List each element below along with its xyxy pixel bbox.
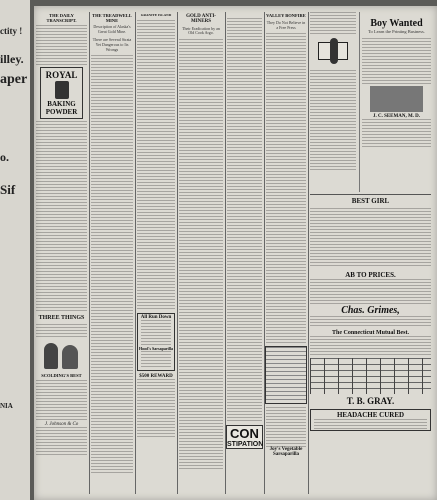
text-block	[227, 378, 262, 422]
column-6	[264, 12, 309, 494]
text-block	[36, 324, 87, 338]
article-headline: THE TREADWELL MINE	[92, 13, 132, 23]
text-block	[36, 25, 87, 65]
tb-gray-ad: T. B. GRAY.	[346, 396, 395, 406]
text-block	[266, 407, 306, 447]
left-ads	[308, 12, 358, 192]
headache-ad: HEADACHE CURED	[310, 409, 431, 431]
text-block	[137, 379, 175, 439]
text-block	[179, 39, 223, 469]
boy-wanted-heading: Boy Wanted	[370, 18, 423, 29]
ad-brand: ROYAL	[45, 70, 78, 81]
ad-line: POWDER	[45, 108, 78, 117]
column-5	[225, 12, 265, 494]
article-deck: Description of Alaska's Great Gold Mine.	[93, 24, 131, 35]
text-block	[36, 380, 87, 420]
prices-heading: AB TO PRICES.	[345, 271, 396, 279]
article-headline: VALLEY BONFIRE	[266, 13, 306, 18]
article-deck: Their Eradication by an Old Cook Argo.	[182, 25, 220, 36]
piano-illustration	[312, 38, 354, 68]
text-block	[137, 20, 175, 310]
text-block	[36, 121, 87, 311]
constipation-ad: CON STIPATION	[227, 426, 264, 448]
prev-fragment: o.	[0, 150, 9, 164]
text-block	[91, 55, 133, 475]
text-block	[36, 427, 87, 457]
prev-fragment: ctity !	[0, 26, 23, 36]
connecticut-mutual-heading: The Connecticut Mutual Best.	[332, 330, 409, 336]
article-deck: There are Several Strata Yet Dangerous to Its Wrongs	[92, 37, 132, 52]
best-girl-heading: BEST GIRL	[351, 197, 390, 205]
children-illustration	[40, 341, 83, 371]
column-1	[34, 12, 90, 494]
masthead: THE DAILY TRANSCRIPT.	[46, 13, 77, 23]
column-2	[89, 12, 136, 494]
previous-page-edge	[0, 0, 30, 500]
baking-powder-can-icon	[55, 81, 69, 99]
right-ads	[359, 12, 433, 192]
text-block	[266, 33, 306, 343]
joy-sarsaparilla-ad: Joy's Vegetable Sarsaparilla	[269, 447, 303, 458]
column-heading: GRANITE ISLAND	[140, 13, 172, 17]
reward-notice: $500 REWARD	[139, 373, 173, 379]
grimes-name: Chas. Grimes,	[341, 305, 400, 316]
newspaper-page	[34, 6, 437, 500]
prev-fragment: illey.	[0, 52, 24, 66]
doctor-ad: J. C. SEEMAN, M. D.	[372, 114, 421, 119]
ad-line: BAKING	[47, 100, 76, 109]
prev-fragment: aper	[0, 72, 28, 87]
article-headline: GOLD ANTI-MINERS	[186, 14, 216, 25]
column-3	[135, 12, 178, 494]
table-block	[265, 346, 307, 404]
ad-title: All Run Down	[140, 314, 172, 320]
column-7-ads	[308, 12, 433, 494]
boy-wanted-subheading: To Learn the Printing Business.	[368, 29, 425, 34]
prev-fragment: Sif	[0, 182, 16, 197]
portrait-illustration	[370, 86, 423, 112]
royal-baking-powder-ad	[40, 67, 83, 119]
text-block	[227, 18, 262, 378]
signature: J. Johnson & Co	[44, 422, 79, 428]
statistics-table	[310, 358, 431, 394]
patent-medicine-ad	[137, 313, 175, 371]
small-heading: SCOLDING'S BEST	[41, 372, 82, 378]
ad-title: Hood's Sarsaparilla	[139, 345, 173, 351]
article-deck: They Do Not Believe in a Free Press	[266, 19, 306, 30]
column-4	[177, 12, 226, 494]
prev-fragment: NIA	[0, 402, 13, 410]
section-heading: THREE THINGS	[38, 315, 85, 322]
lower-ads	[308, 194, 433, 434]
